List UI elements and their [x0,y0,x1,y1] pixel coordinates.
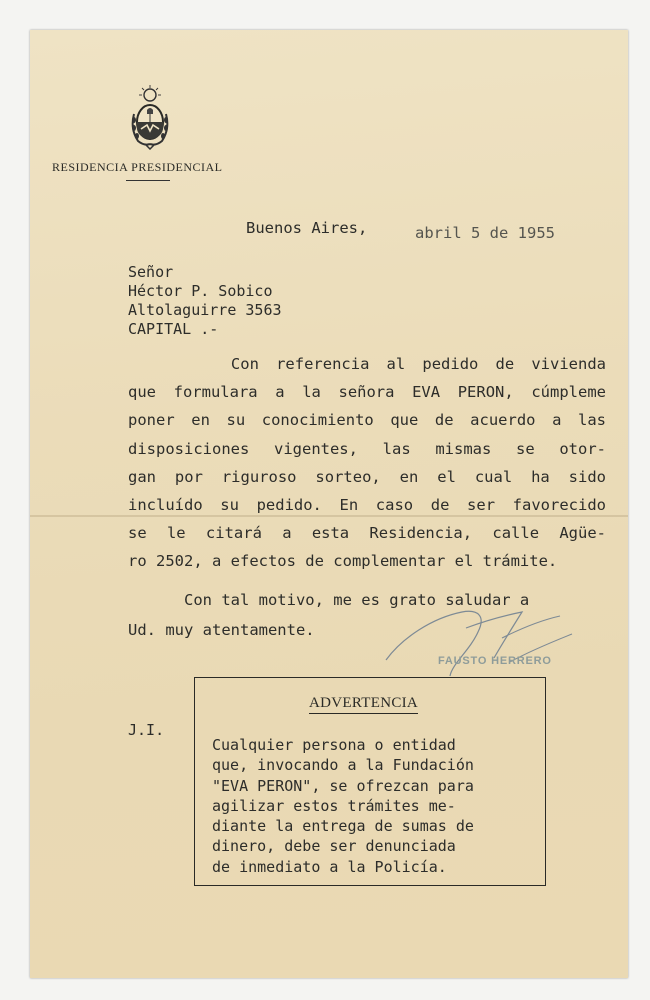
body-line: que formulara a la señora EVA PERON, cúmpleme [128,383,606,402]
warning-line: diante la entrega de sumas de [212,817,474,836]
closing-line: Ud. muy atentamente. [128,621,315,639]
warning-line: agilizar estos trámites me- [212,796,456,815]
argentina-coat-of-arms-icon [128,84,172,150]
warning-text [212,735,474,877]
body-line: gan por riguroso sorteo, en el cual ha sido [128,467,606,486]
body-line: se le citará a esta Residencia, calle Agüe- [128,524,606,543]
warning-line: Cualquier persona o entidad [212,736,456,754]
body-line: poner en su conocimiento que de acuerdo a las [128,411,606,430]
recipient-salutation: Señor [128,263,174,281]
signatory-stamp: FAUSTO HERRERO [438,655,552,667]
body-line: incluído su pedido. En caso de ser favorecido [128,496,606,515]
warning-title: ADVERTENCIA [309,695,418,714]
dateline-city: Buenos Aires, [246,219,368,237]
closing-line: Con tal motivo, me es grato saludar a [128,591,530,609]
letter-body [128,350,606,576]
recipient-street: Altolaguirre 3563 [128,301,282,319]
letterhead-underline [126,180,170,181]
typist-initials: J.I. [128,721,165,739]
handwritten-signature [382,598,582,688]
body-line: disposiciones vigentes, las mismas se otor- [128,439,606,458]
warning-box [194,677,546,886]
warning-line: de inmediato a la Policía. [212,857,447,876]
body-line: Con referencia al pedido de vivienda [128,355,606,373]
dateline-date: abril 5 de 1955 [415,224,555,242]
warning-line: "EVA PERON", se ofrezcan para [212,776,474,795]
warning-line: dinero, debe ser denunciada [212,837,456,856]
letter-paper [30,30,628,978]
recipient-name: Héctor P. Sobico [128,282,273,300]
recipient-city: CAPITAL .- [128,320,219,338]
body-line: ro 2502, a efectos de complementar el trámite. [128,552,558,571]
institution-name: RESIDENCIA PRESIDENCIAL [52,160,223,174]
warning-line: que, invocando a la Fundación [212,756,474,775]
